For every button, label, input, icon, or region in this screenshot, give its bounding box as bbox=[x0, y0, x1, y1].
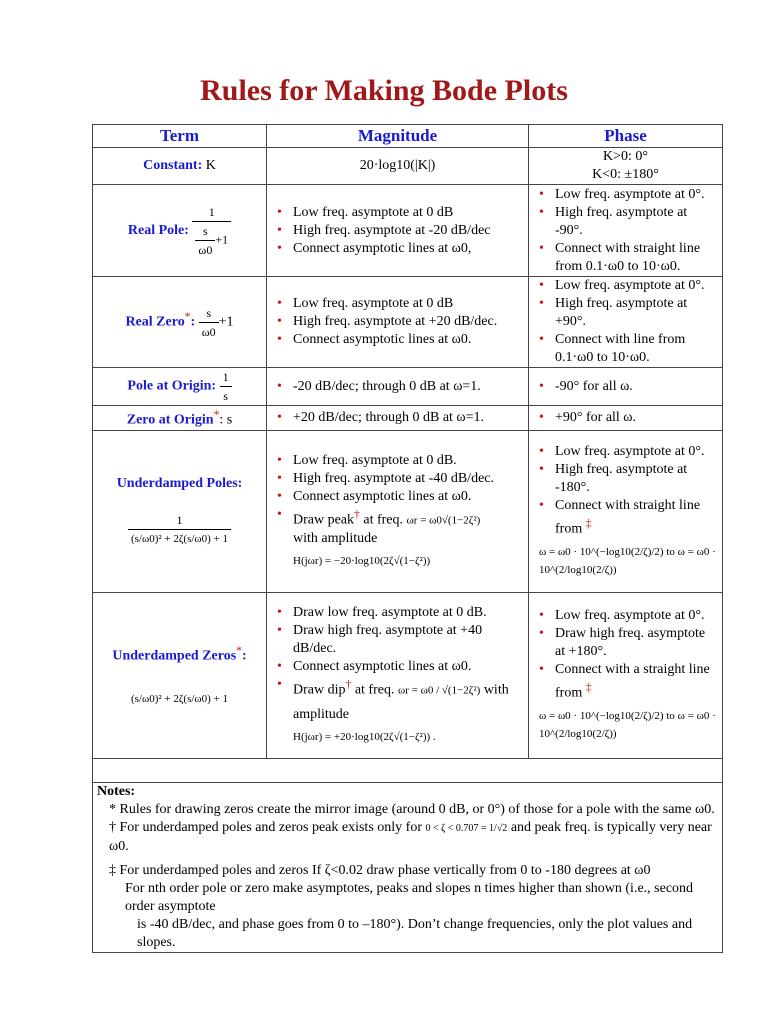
term-underdamped-zeros bbox=[93, 592, 267, 758]
term-label: Real Pole: bbox=[127, 222, 189, 238]
phase-range-formula: ω = ω0 · 10^(−log10(2/ζ)/2) to ω = ω0 · 10^(2/log10(2/ζ)) bbox=[539, 709, 716, 740]
phase-connect-text: Connect with straight line from bbox=[555, 498, 701, 537]
magnitude-item bbox=[275, 506, 524, 570]
plus-one: +1 bbox=[215, 231, 229, 246]
term-fraction bbox=[192, 203, 231, 259]
magnitude-item: • +20 dB/dec; through 0 dB at ω=1. bbox=[275, 409, 524, 427]
row-underdamped-poles bbox=[93, 430, 723, 592]
header-row bbox=[93, 125, 723, 148]
term-label: Pole at Origin: bbox=[127, 378, 217, 394]
phase-underdamped-poles bbox=[529, 430, 723, 592]
term-fraction bbox=[199, 304, 219, 341]
phase-item: • Draw high freq. asymptote at +180°. bbox=[537, 625, 718, 661]
phase-item: • +90° for all ω. bbox=[537, 409, 718, 427]
magnitude-item bbox=[275, 676, 524, 746]
magnitude-item: • Connect asymptotic lines at ω0. bbox=[275, 658, 524, 676]
plus-one: +1 bbox=[218, 314, 234, 330]
phase-item: • Low freq. asymptote at 0°. bbox=[537, 607, 718, 625]
notes-cell bbox=[93, 782, 723, 952]
dip-suffix: at freq. bbox=[351, 682, 395, 698]
magnitude-item: • Draw high freq. asymptote at +40 dB/dec. bbox=[275, 622, 524, 658]
dagger-mark: † bbox=[345, 678, 352, 692]
phase-zero-origin bbox=[529, 406, 723, 431]
magnitude-item: • High freq. asymptote at -20 dB/dec bbox=[275, 222, 524, 240]
star-mark: * bbox=[213, 408, 220, 421]
phase-pole-origin bbox=[529, 368, 723, 406]
row-empty bbox=[93, 758, 723, 782]
term-value: K bbox=[205, 158, 216, 173]
note-zeros-mirror: * Rules for drawing zeros create the mirror image (around 0 dB, or 0°) of those for a pole with the same ω0. bbox=[109, 801, 715, 817]
term-colon: : bbox=[190, 314, 196, 330]
magnitude-underdamped-zeros bbox=[267, 592, 529, 758]
row-real-pole bbox=[93, 185, 723, 277]
peak-suffix: at freq. bbox=[359, 512, 404, 528]
phase-item: • Low freq. asymptote at 0°. bbox=[537, 186, 718, 204]
phase-connect-text: Connect with a straight line from bbox=[555, 662, 710, 701]
peak-text: Draw peak bbox=[293, 512, 355, 528]
term-pole-origin bbox=[93, 368, 267, 406]
phase-item bbox=[537, 497, 718, 539]
amplitude-text: with amplitude bbox=[293, 530, 378, 546]
phase-underdamped-zeros bbox=[529, 592, 723, 758]
phase-real-zero bbox=[529, 277, 723, 368]
dip-with: with bbox=[483, 682, 509, 698]
magnitude-item: • Connect asymptotic lines at ω0, bbox=[275, 240, 524, 258]
term-constant bbox=[93, 148, 267, 185]
magnitude-constant: 20·log10(|K|) bbox=[267, 148, 529, 185]
row-underdamped-zeros bbox=[93, 592, 723, 758]
fraction-denominator: ω0 bbox=[201, 324, 216, 339]
term-fraction bbox=[220, 368, 232, 405]
note-phase-vertical: ‡ For underdamped poles and zeros If ζ<0.02 draw phase vertically from 0 to -180 degrees at ω0 bbox=[109, 862, 651, 878]
double-dagger-mark: ‡ bbox=[585, 681, 592, 695]
fraction-numerator: s bbox=[199, 304, 219, 323]
inner-denominator: ω0 bbox=[198, 242, 213, 257]
magnitude-item: • High freq. asymptote at +20 dB/dec. bbox=[275, 313, 524, 331]
magnitude-underdamped-poles bbox=[267, 430, 529, 592]
header-magnitude: Magnitude bbox=[267, 125, 529, 148]
fraction-denominator: (s/ω0)² + 2ζ(s/ω0) + 1 bbox=[130, 532, 229, 545]
term-underdamped-poles bbox=[93, 430, 267, 592]
amplitude-formula: H(jωr) = −20·log10(2ζ√(1−ζ²)) bbox=[293, 554, 431, 567]
note-peak-text: † For underdamped poles and zeros peak exists only for bbox=[109, 819, 422, 835]
phase-item: • Low freq. asymptote at 0°. bbox=[537, 277, 718, 295]
fraction-numerator: 1 bbox=[128, 511, 231, 530]
magnitude-item: • Connect asymptotic lines at ω0. bbox=[275, 488, 524, 506]
fraction-denominator: s bbox=[223, 389, 228, 403]
note-peak-condition bbox=[97, 819, 718, 856]
peak-frequency-formula: ωr = ω0√(1−2ζ²) bbox=[406, 514, 481, 527]
term-zero-origin bbox=[93, 406, 267, 431]
double-dagger-mark: ‡ bbox=[585, 517, 592, 531]
magnitude-item: • Low freq. asymptote at 0 dB bbox=[275, 204, 524, 222]
phase-real-pole bbox=[529, 185, 723, 277]
note-peak-formula: 0 < ζ < 0.707 = 1/√2 bbox=[425, 822, 508, 834]
fraction-numerator: 1 bbox=[192, 203, 231, 222]
term-value: : s bbox=[219, 412, 233, 428]
note-nth-order-cont: is -40 dB/dec, and phase goes from 0 to –180°). Don’t change frequencies, only the plot values and slopes. bbox=[137, 916, 693, 950]
term-real-pole bbox=[93, 185, 267, 277]
phase-item: • High freq. asymptote at -180°. bbox=[537, 461, 718, 497]
bode-rules-table bbox=[92, 124, 723, 953]
magnitude-item: • Connect asymptotic lines at ω0. bbox=[275, 331, 524, 349]
term-label: Underdamped Poles: bbox=[116, 475, 243, 491]
magnitude-zero-origin bbox=[267, 406, 529, 431]
magnitude-real-pole bbox=[267, 185, 529, 277]
magnitude-item: • Low freq. asymptote at 0 dB bbox=[275, 295, 524, 313]
phase-item: • Connect with straight line from 0.1·ω0 to 10·ω0. bbox=[537, 240, 718, 276]
phase-item: • -90° for all ω. bbox=[537, 378, 718, 396]
phase-item bbox=[537, 661, 718, 703]
page-title: Rules for Making Bode Plots bbox=[200, 74, 568, 107]
dip-frequency-formula: ωr = ω0 / √(1−2ζ²) bbox=[397, 684, 481, 697]
phase-line: K>0: 0° bbox=[603, 149, 648, 164]
dagger-mark: † bbox=[354, 508, 360, 522]
empty-cell bbox=[93, 758, 723, 782]
term-fraction bbox=[128, 511, 231, 548]
star-mark: * bbox=[184, 309, 191, 323]
header-term: Term bbox=[93, 125, 267, 148]
magnitude-item: • Draw low freq. asymptote at 0 dB. bbox=[275, 604, 524, 622]
term-real-zero bbox=[93, 277, 267, 368]
phase-line: K<0: ±180° bbox=[592, 167, 659, 182]
phase-item: • High freq. asymptote at -90°. bbox=[537, 204, 718, 240]
amplitude-formula: H(jωr) = +20·log10(2ζ√(1−ζ²)) . bbox=[293, 730, 436, 743]
phase-item: • Connect with line from 0.1·ω0 to 10·ω0. bbox=[537, 331, 718, 367]
inner-numerator: s bbox=[195, 222, 215, 241]
term-label: Zero at Origin bbox=[126, 412, 214, 428]
row-real-zero bbox=[93, 277, 723, 368]
header-phase: Phase bbox=[529, 125, 723, 148]
star-mark: * bbox=[236, 644, 242, 658]
phase-constant bbox=[529, 148, 723, 185]
dip-text: Draw dip bbox=[293, 682, 346, 698]
magnitude-real-zero bbox=[267, 277, 529, 368]
row-notes bbox=[93, 782, 723, 952]
note-peak-text-end: and peak freq. is typically very near ω0. bbox=[109, 819, 712, 854]
phase-range-formula: ω = ω0 · 10^(−log10(2/ζ)/2) to ω = ω0 · 10^(2/log10(2/ζ)) bbox=[539, 545, 716, 576]
row-constant bbox=[93, 148, 723, 185]
amplitude-text: amplitude bbox=[293, 706, 349, 722]
phase-item: • Low freq. asymptote at 0°. bbox=[537, 443, 718, 461]
note-nth-order: For nth order pole or zero make asymptotes, peaks and slopes n times higher than shown (i.e., second order asymptote bbox=[125, 880, 694, 914]
magnitude-pole-origin bbox=[267, 368, 529, 406]
phase-item: • High freq. asymptote at +90°. bbox=[537, 295, 718, 331]
row-zero-origin bbox=[93, 406, 723, 431]
magnitude-item: • Low freq. asymptote at 0 dB. bbox=[275, 452, 524, 470]
term-label: Constant: bbox=[143, 158, 203, 173]
magnitude-item: • -20 dB/dec; through 0 dB at ω=1. bbox=[275, 378, 524, 396]
magnitude-item: • High freq. asymptote at -40 dB/dec. bbox=[275, 470, 524, 488]
row-pole-origin bbox=[93, 368, 723, 406]
term-formula: (s/ω0)² + 2ζ(s/ω0) + 1 bbox=[130, 692, 229, 705]
term-colon: : bbox=[241, 648, 247, 664]
notes-heading: Notes: bbox=[97, 783, 136, 799]
fraction-denominator bbox=[192, 222, 231, 259]
fraction-numerator: 1 bbox=[220, 368, 232, 387]
term-label: Underdamped Zeros bbox=[112, 648, 237, 664]
term-label: Real Zero bbox=[125, 314, 185, 330]
